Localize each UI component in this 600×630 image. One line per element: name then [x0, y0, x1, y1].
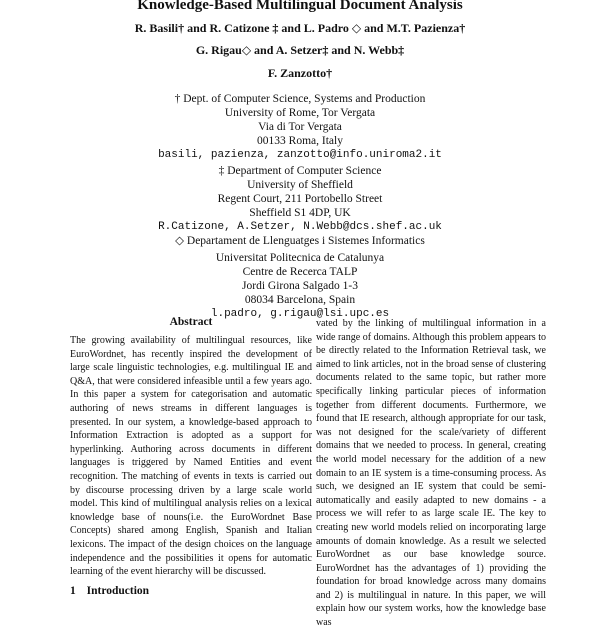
- section-number: 1: [70, 585, 76, 597]
- section-heading: [70, 585, 149, 597]
- affil-barcelona-centre: Centre de Recerca TALP: [242, 266, 358, 278]
- affil-rome-street: Via di Tor Vergata: [258, 121, 342, 133]
- affil-sheffield-univ: University of Sheffield: [247, 179, 353, 191]
- section-title: Introduction: [86, 585, 150, 597]
- author-line-2: G. Rigau◇ and A. Setzer‡ and N. Webb‡: [195, 43, 405, 57]
- affil-rome-univ: University of Rome, Tor Vergata: [224, 107, 376, 119]
- abstract-heading: Abstract: [169, 316, 213, 328]
- affil-rome-city: 00133 Roma, Italy: [257, 135, 343, 147]
- affil-barcelona-email: l.padro, g.rigau@lsi.upc.es: [210, 308, 390, 320]
- affil-sheffield-street: Regent Court, 211 Portobello Street: [217, 193, 383, 205]
- affil-sheffield-email: R.Catizone, A.Setzer, N.Webb@dcs.shef.ac.uk: [158, 221, 442, 233]
- affil-barcelona-univ: Universitat Politecnica de Catalunya: [215, 252, 385, 264]
- affil-sheffield-city: Sheffield S1 4DP, UK: [249, 207, 351, 219]
- paper-title: Knowledge-Based Multilingual Document Analysis: [137, 0, 463, 13]
- right-column: [316, 317, 546, 630]
- author-line-1: R. Basili† and R. Catizone ‡ and L. Padro ◇ and M.T. Pazienza†: [134, 21, 466, 35]
- affil-barcelona-dept: ◇ Departament de Llenguatges i Sistemes Informatics: [175, 235, 425, 247]
- abstract-text: The growing availability of multilingual resources, like EuroWordnet, has recently inspired the development of large scale linguistic technologies, e.g. multilingual IE and Q&A, that were considered infeasible until a few years ago. In this paper a system for categorisation and automatic authoring of news streams in different languages is presented. In our system, a knowledge-based approach to Information Extraction is adopted as a support for hyperlinking. Authoring across documents in different languages is triggered by Named Entities and event recognition. The matching of events in texts is carried out by discourse processing driven by a large scale world model. This kind of multilingual analysis relies on a lexical knowledge base of nouns(i.e. the EuroWordnet Base Concepts) shared among English, Spanish and Italian lexicons. The impact of the design choices on the language independence and the possibilities it opens for automatic learning of the event hierarchy will be discussed.: [70, 335, 312, 578]
- author-line-3: F. Zanzotto†: [267, 66, 333, 80]
- right-column-text: vated by the linking of multilingual information in a wide range of domains. Although this problem appears to be directly related to the Information Retrieval task, we aimed to link articles, not in the broad sense of clustering documents related to the same topic, but rather more specifically linking particular pieces of information together from different documents. Furthermore, we found that IE research, although appropriate for our task, was not designed for the scale/variety of different domains that we needed to process. In general, creating the world model necessary for the addition of a new domain to an IE system is a time-consuming process. As such, we designed an IE system that could be semi-automatically and easily adapted to new domains - a process we will refer to as large scale IE. The key to creating new world models relied on incorporating large amounts of domain knowledge. As a result we selected EuroWordnet as our base knowledge source. EuroWordnet has the advantages of 1) providing the foundation for broad knowledge across many domains and 2) is multilingual in nature. In this paper, we will explain how our system works, how the knowledge base was: [316, 318, 546, 629]
- affil-rome-dept: † Dept. of Computer Science, Systems and Production: [174, 93, 426, 105]
- affil-sheffield-dept: ‡ Department of Computer Science: [218, 165, 382, 177]
- affil-barcelona-city: 08034 Barcelona, Spain: [244, 294, 356, 306]
- affil-barcelona-street: Jordi Girona Salgado 1-3: [242, 280, 358, 292]
- affil-rome-email: basili, pazienza, zanzotto@info.uniroma2.it: [158, 149, 442, 161]
- abstract-body: [70, 334, 312, 579]
